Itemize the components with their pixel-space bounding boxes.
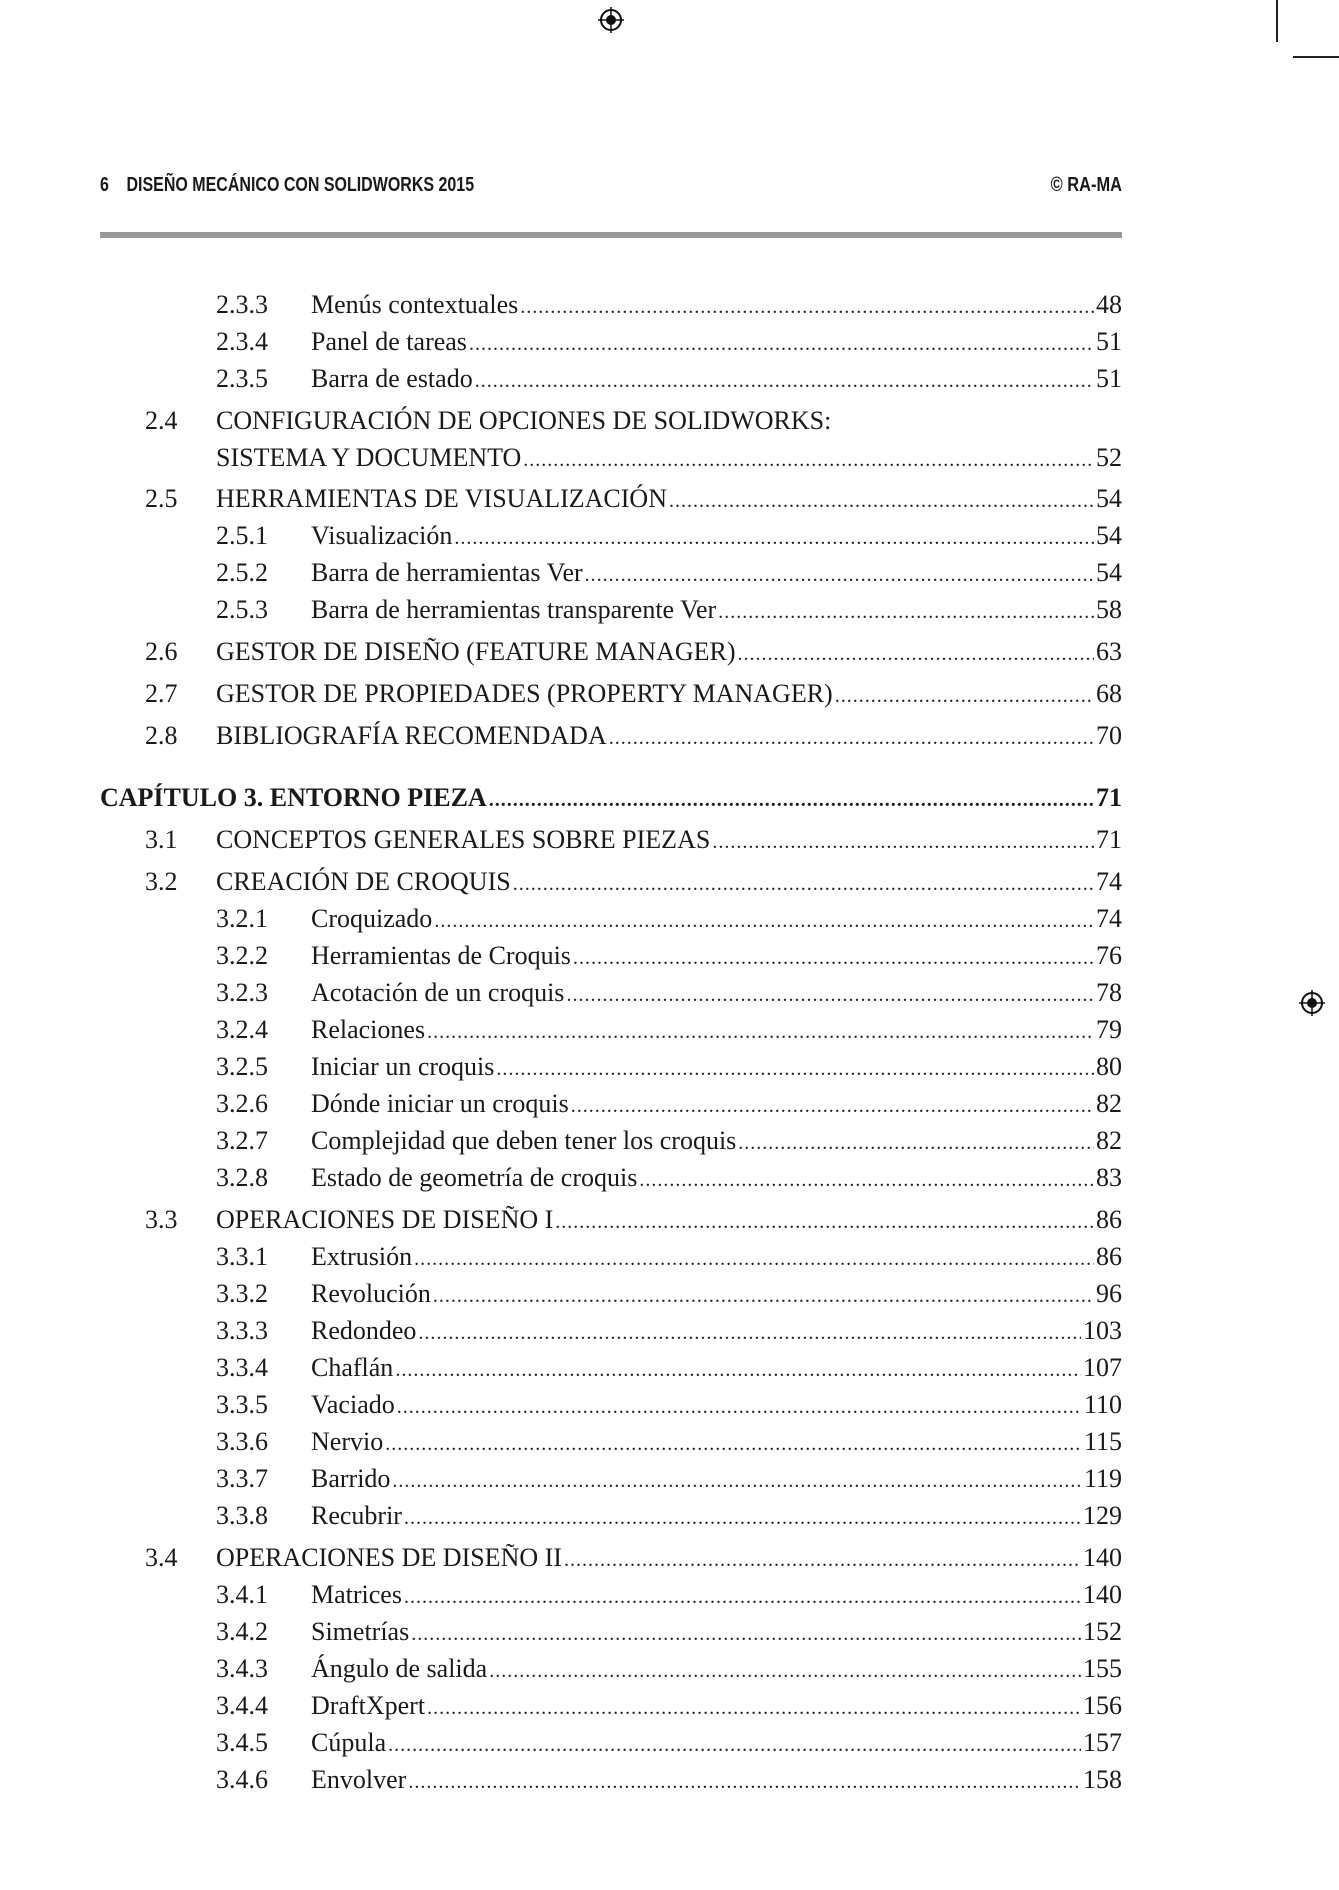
toc-entry-number: 3.3: [145, 1205, 178, 1234]
toc-entry-number: 3.3.6: [216, 1427, 268, 1456]
dot-leader: [434, 905, 1094, 937]
toc-entry: [216, 442, 1122, 474]
dot-leader: [566, 979, 1094, 1011]
dot-leader: [454, 522, 1094, 554]
toc-entry: [216, 1389, 1122, 1421]
toc-entry-title: CONCEPTOS GENERALES SOBRE PIEZAS: [216, 825, 711, 854]
toc-entry-number: 3.4.2: [216, 1617, 268, 1646]
toc-entry-page: 155: [1083, 1654, 1122, 1683]
toc-entry-number: 2.5.3: [216, 595, 268, 624]
dot-leader: [388, 1729, 1081, 1761]
toc-entry-page: 115: [1083, 1427, 1122, 1456]
toc-entry-title: Simetrías: [311, 1617, 410, 1646]
toc-entry-title: OPERACIONES DE DISEÑO I: [216, 1205, 554, 1234]
toc-entry-title: Ángulo de salida: [311, 1654, 488, 1683]
toc-entry-page: 74: [1096, 867, 1122, 896]
dot-leader: [520, 291, 1094, 323]
toc-entry: [216, 520, 1122, 552]
toc-entry-number: 3.3.1: [216, 1242, 268, 1271]
toc-entry-title: Barrido: [311, 1464, 391, 1493]
toc-entry: [216, 1616, 1122, 1648]
toc-entry-title: Herramientas de Croquis: [311, 941, 571, 970]
toc-entry-page: 103: [1083, 1316, 1122, 1345]
page-number: 6: [100, 174, 109, 196]
toc-entry-page: 83: [1096, 1163, 1122, 1192]
toc-entry-title: Acotación de un croquis: [311, 978, 565, 1007]
dot-leader: [718, 596, 1094, 628]
toc-entry-page: 79: [1096, 1015, 1122, 1044]
dot-leader: [609, 722, 1094, 754]
toc-entry-title: SISTEMA Y DOCUMENTO: [216, 443, 522, 472]
dot-leader: [427, 1016, 1094, 1048]
dot-leader: [392, 1465, 1082, 1497]
toc-entry-number: 3.1: [145, 825, 178, 854]
dot-leader: [411, 1618, 1081, 1650]
dot-leader: [585, 559, 1094, 591]
toc-entry: [216, 1241, 1122, 1273]
dot-leader: [414, 1243, 1094, 1275]
toc-entry-number: 3.4.3: [216, 1654, 268, 1683]
toc-entry-title: Croquizado: [311, 904, 433, 933]
crop-mark-horizontal: [1293, 56, 1339, 58]
toc-entry-page: 140: [1083, 1580, 1122, 1609]
toc-entry: [216, 903, 1122, 935]
toc-entry: [216, 1315, 1122, 1347]
toc-entry: [216, 1088, 1122, 1120]
toc-entry-page: 80: [1096, 1052, 1122, 1081]
dot-leader: [427, 1692, 1081, 1724]
toc-entry-number: 2.3.3: [216, 290, 268, 319]
toc-entry: [216, 1014, 1122, 1046]
toc-entry: [216, 557, 1122, 589]
toc-entry-number: 3.4.5: [216, 1728, 268, 1757]
toc-entry: [216, 1727, 1122, 1759]
toc-entry-number: 3.2.5: [216, 1052, 268, 1081]
toc-entry: [216, 289, 1122, 321]
toc-entry-title: Iniciar un croquis: [311, 1052, 495, 1081]
toc-entry-page: 51: [1096, 327, 1122, 356]
toc-entry-title: CAPÍTULO 3. ENTORNO PIEZA: [100, 783, 487, 812]
toc-entry-title: Revolución: [311, 1279, 431, 1308]
toc-entry-page: 152: [1083, 1617, 1122, 1646]
toc-entry: [145, 720, 1122, 752]
publisher-credit: © RA-MA: [1050, 174, 1122, 196]
dot-leader: [738, 638, 1094, 670]
toc-entry: [216, 1278, 1122, 1310]
registration-mark-icon: [1299, 990, 1325, 1016]
toc-entry-number: 3.2.4: [216, 1015, 268, 1044]
dot-leader: [489, 1655, 1081, 1687]
toc-entry-title: DraftXpert: [311, 1691, 426, 1720]
toc-entry-number: 2.5.1: [216, 521, 268, 550]
toc-entry-page: 129: [1083, 1501, 1122, 1530]
toc-entry-title: HERRAMIENTAS DE VISUALIZACIÓN: [216, 484, 667, 513]
toc-entry-page: 63: [1096, 637, 1122, 666]
toc-entry: [145, 678, 1122, 710]
dot-leader: [489, 784, 1094, 816]
dot-leader: [712, 826, 1094, 858]
toc-entry-page: 82: [1096, 1126, 1122, 1155]
toc-entry: [216, 363, 1122, 395]
toc-entry-number: 3.2.8: [216, 1163, 268, 1192]
header-rule: [100, 232, 1122, 238]
toc-entry-page: 157: [1083, 1728, 1122, 1757]
toc-entry-title: Extrusión: [311, 1242, 413, 1271]
toc-entry-title: OPERACIONES DE DISEÑO II: [216, 1543, 562, 1572]
toc-entry-page: 158: [1083, 1765, 1122, 1794]
toc-entry-page: 82: [1096, 1089, 1122, 1118]
toc-entry-number: 3.4.1: [216, 1580, 268, 1609]
toc-entry: [216, 1500, 1122, 1532]
toc-entry-title: Redondeo: [311, 1316, 417, 1345]
toc-entry-number: 2.6: [145, 637, 178, 666]
running-head: [100, 174, 1122, 202]
dot-leader: [385, 1428, 1082, 1460]
toc-entry-page: 54: [1096, 484, 1122, 513]
toc-entry-page: 110: [1083, 1390, 1122, 1419]
dot-leader: [835, 680, 1094, 712]
toc-entry-number: 3.2.3: [216, 978, 268, 1007]
toc-entry: [145, 1542, 1122, 1574]
toc-entry: [145, 636, 1122, 668]
toc-entry-title: Relaciones: [311, 1015, 426, 1044]
toc-entry-title: Barra de estado: [311, 364, 473, 393]
toc-entry-number: 3.3.5: [216, 1390, 268, 1419]
toc-entry: [216, 594, 1122, 626]
toc-entry-number: 3.4.6: [216, 1765, 268, 1794]
toc-entry-number: 3.2.2: [216, 941, 268, 970]
dot-leader: [433, 1280, 1094, 1312]
dot-leader: [496, 1053, 1094, 1085]
toc-entry-title: Cúpula: [311, 1728, 387, 1757]
toc-entry: [216, 1579, 1122, 1611]
toc-entry-number: 2.5.2: [216, 558, 268, 587]
toc-entry-number: 3.4: [145, 1543, 178, 1572]
toc-entry-page: 119: [1083, 1464, 1122, 1493]
toc-entry: [145, 1204, 1122, 1236]
toc-entry-page: 96: [1096, 1279, 1122, 1308]
toc-entry-page: 156: [1083, 1691, 1122, 1720]
toc-entry: [145, 483, 1122, 515]
running-head-left: [100, 174, 474, 197]
dot-leader: [555, 1206, 1094, 1238]
toc-entry-number: 2.5: [145, 484, 178, 513]
dot-leader: [738, 1127, 1094, 1159]
toc-entry: [216, 1125, 1122, 1157]
toc-entry-title: Nervio: [311, 1427, 384, 1456]
dot-leader: [669, 485, 1094, 517]
toc-entry: [145, 866, 1122, 898]
toc-entry-title: Barra de herramientas transparente Ver: [311, 595, 717, 624]
toc-entry-number: 3.2.7: [216, 1126, 268, 1155]
dot-leader: [408, 1766, 1081, 1798]
toc-entry-number: 3.3.3: [216, 1316, 268, 1345]
toc-entry-number: 3.3.7: [216, 1464, 268, 1493]
toc-entry: [216, 1764, 1122, 1796]
toc-entry-page: 70: [1096, 721, 1122, 750]
toc-entry-number: 3.4.4: [216, 1691, 268, 1720]
toc-entry: [145, 824, 1122, 856]
toc-entry-number: 2.8: [145, 721, 178, 750]
toc-entry: [216, 1051, 1122, 1083]
toc-entry-number: 2.7: [145, 679, 178, 708]
toc-entry-title: Envolver: [311, 1765, 407, 1794]
toc-entry-title: Panel de tareas: [311, 327, 467, 356]
toc-entry-number: 3.2: [145, 867, 178, 896]
toc-entry-number: 3.3.4: [216, 1353, 268, 1382]
dot-leader: [513, 868, 1094, 900]
toc-entry-title: BIBLIOGRAFÍA RECOMENDADA: [216, 721, 607, 750]
dot-leader: [573, 942, 1094, 974]
toc-entry-number: 3.3.2: [216, 1279, 268, 1308]
toc-entry: [216, 1426, 1122, 1458]
dot-leader: [475, 365, 1094, 397]
book-title: DISEÑO MECÁNICO CON SOLIDWORKS 2015: [126, 174, 475, 196]
toc-entry: [216, 1463, 1122, 1495]
toc-entry: [216, 326, 1122, 358]
dot-leader: [404, 1581, 1081, 1613]
dot-leader: [639, 1164, 1094, 1196]
toc-entry-page: 68: [1096, 679, 1122, 708]
toc-entry-title: Matrices: [311, 1580, 402, 1609]
dot-leader: [397, 1391, 1082, 1423]
toc-chapter-entry: [100, 782, 1122, 814]
toc-entry-title: GESTOR DE DISEÑO (FEATURE MANAGER): [216, 637, 736, 666]
dot-leader: [469, 328, 1094, 360]
dot-leader: [395, 1354, 1081, 1386]
toc-entry-page: 48: [1096, 290, 1122, 319]
toc-entry-number: 2.3.5: [216, 364, 268, 393]
toc-entry-title: Dónde iniciar un croquis: [311, 1089, 569, 1118]
toc-entry-page: 51: [1096, 364, 1122, 393]
toc-entry-page: 107: [1083, 1353, 1122, 1382]
dot-leader: [564, 1544, 1081, 1576]
toc-entry: [216, 1352, 1122, 1384]
toc-entry-page: 140: [1083, 1543, 1122, 1572]
toc-entry-page: 76: [1096, 941, 1122, 970]
toc-entry-title: Chaflán: [311, 1353, 394, 1382]
toc-entry: [216, 1162, 1122, 1194]
toc-entry-title: GESTOR DE PROPIEDADES (PROPERTY MANAGER): [216, 679, 833, 708]
toc-entry-title: Vaciado: [311, 1390, 395, 1419]
toc-entry-title: Visualización: [311, 521, 453, 550]
dot-leader: [571, 1090, 1094, 1122]
toc-entry-number: 2.4: [145, 406, 178, 435]
toc-entry-title: Barra de herramientas Ver: [311, 558, 583, 587]
toc-entry: [216, 1653, 1122, 1685]
toc-entry-page: 58: [1096, 595, 1122, 624]
toc-entry-number: 2.3.4: [216, 327, 268, 356]
toc-entry: [145, 405, 1122, 437]
dot-leader: [523, 444, 1094, 476]
toc-entry-title: Recubrir: [311, 1501, 402, 1530]
toc-entry: [216, 940, 1122, 972]
toc-entry-number: 3.2.1: [216, 904, 268, 933]
toc-entry-page: 54: [1096, 521, 1122, 550]
toc-entry-title: Estado de geometría de croquis: [311, 1163, 638, 1192]
toc-entry-number: 3.2.6: [216, 1089, 268, 1118]
toc-entry-title: CONFIGURACIÓN DE OPCIONES DE SOLIDWORKS:: [216, 406, 832, 435]
toc-entry-page: 54: [1096, 558, 1122, 587]
toc-entry: [216, 977, 1122, 1009]
toc-entry-page: 71: [1096, 783, 1122, 812]
toc-entry-page: 86: [1096, 1205, 1122, 1234]
toc-entry-number: 3.3.8: [216, 1501, 268, 1530]
toc-entry-page: 74: [1096, 904, 1122, 933]
toc-entry-page: 86: [1096, 1242, 1122, 1271]
dot-leader: [418, 1317, 1081, 1349]
toc-entry-page: 78: [1096, 978, 1122, 1007]
toc-entry-title: Complejidad que deben tener los croquis: [311, 1126, 737, 1155]
toc-entry: [216, 1690, 1122, 1722]
toc-entry-title: CREACIÓN DE CROQUIS: [216, 867, 511, 896]
toc-entry-title: Menús contextuales: [311, 290, 519, 319]
toc-entry-page: 71: [1096, 825, 1122, 854]
dot-leader: [404, 1502, 1081, 1534]
toc-entry-page: 52: [1096, 443, 1122, 472]
registration-mark-icon: [598, 7, 624, 33]
crop-mark-vertical: [1276, 0, 1278, 42]
